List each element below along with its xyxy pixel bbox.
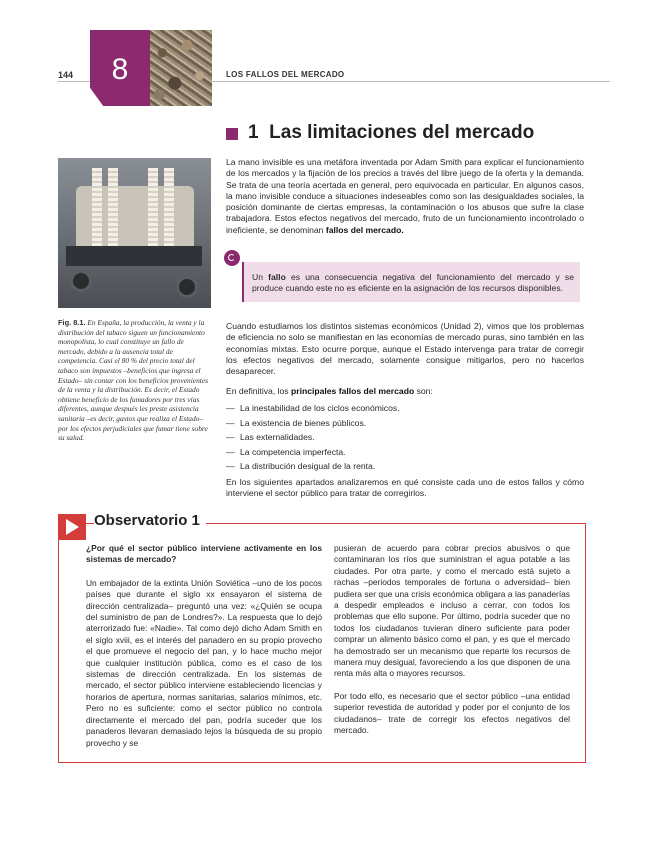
definition-swirl-icon bbox=[224, 250, 240, 266]
paragraph-main-failures bbox=[226, 386, 584, 397]
list-item bbox=[226, 461, 584, 476]
section-marker bbox=[226, 128, 238, 140]
list-item-text: La competencia imperfecta. bbox=[240, 446, 346, 457]
list-dash: — bbox=[226, 461, 235, 471]
list-item bbox=[226, 418, 584, 433]
intro-text: La mano invisible es una metáfora inventada por Adam Smith para explicar el funcionamiento de los mercados y la fijación de los precios a través del libre juego de la oferta y la demanda. Se trata de una teoría acertada en general, pero equivocada en particular. En algunos casos, la mano invisible conduce a situaciones indeseables como son las desigualdades sociales, la posición dominante de ciertas empresas, la contaminación o los abusos que sufre la clase trabajadora. Estos efectos negativos del mercado, fruto de un funcionamiento incontrolado o ineficiente, se denominan bbox=[226, 157, 584, 235]
list-item-text: La inestabilidad de los ciclos económicos. bbox=[240, 403, 400, 413]
cigarette-stack bbox=[92, 168, 102, 246]
list-item-text: La existencia de bienes públicos. bbox=[240, 417, 367, 428]
machine-tray bbox=[66, 246, 202, 266]
definition-pre: Un bbox=[252, 272, 269, 282]
chapter-photo bbox=[150, 30, 212, 106]
paragraph-systems: Cuando estudiamos los distintos sistemas económicos (Unidad 2), vimos que los problemas de eficiencia no solo se manifiestan en las economías de mercado puras, sino también en las economías mixtas. Esto ocurre porque, aunque el Estado intervenga para tratar de corregir los efectos negativos del mercado, solamente consigue mitigarlos, pero no hacerlos desaparecer. bbox=[226, 321, 584, 377]
list-dash: — bbox=[226, 446, 235, 457]
list-dash: — bbox=[226, 403, 235, 413]
chapter-number: 8 bbox=[111, 53, 129, 86]
definition-term: fallo bbox=[268, 272, 286, 282]
para3-bold: principales fallos del mercado bbox=[290, 386, 415, 396]
intro-bold: fallos del mercado. bbox=[325, 224, 404, 235]
section-title bbox=[248, 122, 534, 144]
list-dash: — bbox=[226, 432, 235, 442]
observatorio-title: Observatorio 1 bbox=[94, 512, 206, 529]
section-number: 1 bbox=[248, 122, 259, 143]
paragraph-next-sections: En los siguientes apartados analizaremos en qué consiste cada uno de estos fallos y cómo interviene el sector público para tratar de corregirlos. bbox=[226, 477, 584, 499]
cigarette-stack bbox=[164, 168, 174, 246]
page-number: 144 bbox=[58, 70, 74, 80]
figure-caption bbox=[58, 318, 211, 443]
play-icon bbox=[66, 519, 79, 535]
list-dash: — bbox=[226, 417, 235, 428]
cigarette-stack bbox=[108, 168, 118, 246]
chapter-title: LOS FALLOS DEL MERCADO bbox=[226, 70, 345, 79]
figure-label: Fig. 8.1. bbox=[58, 318, 86, 327]
observatorio-left-text: Un embajador de la extinta Unión Soviética –uno de los pocos países que durante el siglo xx ensayaron el sistema de dirección centralizada– preguntó una vez: «¿Quién se ocupa del suministro de pan de Londres?». La respuesta que lo dejó aterrorizado fue: «Nadie». Tal como dejó dicho Adam Smith en el siglo xviii, es el interés del panadero en su propio provecho el que promueve el negocio del pan, y lo hace mucho mejor que cualquier institución pública, como es el caso de los sistemas de dirección centralizada. En los sistemas de mercado, el sector público interviene estableciendo licencias y horarios de apertura, normas sanitarias, salarios mínimos, etc. Pero no es suficiente: como el sector público no controla directamente el mercado del pan, podría suceder que los panaderos llevaran demasiado lejos la búsqueda de su propio provecho y se bbox=[86, 577, 322, 748]
observatorio-right-text-2: Por todo ello, es necesario que el sector público –una entidad superior revestida de autoridad y poder por el conjunto de los ciudadanos– trate de corregir los efectos negativos del mercado. bbox=[334, 690, 570, 736]
tobacco-machine-photo bbox=[58, 158, 211, 308]
list-item bbox=[226, 447, 584, 462]
list-item-text: La distribución desigual de la renta. bbox=[240, 461, 376, 471]
list-item-text: Las externalidades. bbox=[240, 432, 315, 442]
list-item bbox=[226, 432, 584, 447]
definition-text bbox=[252, 272, 574, 295]
definition-post: es una consecuencia negativa del funcionamiento del mercado y se produce cuando este no es eficiente en la asignación de los recursos disponibles. bbox=[252, 272, 574, 294]
intro-paragraph bbox=[226, 157, 584, 236]
cigarette-stack bbox=[148, 168, 158, 246]
machine-wheel bbox=[70, 270, 92, 292]
failures-list bbox=[226, 403, 584, 476]
para3-post: son: bbox=[414, 386, 433, 396]
para3-pre: En definitiva, los bbox=[226, 386, 291, 396]
section-title-text: Las limitaciones del mercado bbox=[269, 122, 535, 143]
observatorio-left-column bbox=[86, 543, 322, 749]
observatorio-right-column bbox=[334, 543, 570, 737]
observatorio-right-text-1: pusieran de acuerdo para cobrar precios abusivos o que contaminaran los ríos que suministran el agua potable a las ciudades. Por otra parte, y como el mercado está sujeto a rachas –periodos temporales de fortuna o adversidad– bien pudiera ser que una crisis económica obligara a las panaderías a despedir empleados e incluso a cerrar, con todos los problemas que ello supone. Por último, podría suceder que no todos los ciudadanos tuvieran dinero suficiente para poder comprar un alimento básico como el pan, y es que el mercado ha demostrado ser un mecanismo que reparte los recursos de manera muy desigual, favoreciendo a los que disponen de una renta más alta o mayores recursos. bbox=[334, 543, 570, 679]
observatorio-question: ¿Por qué el sector público interviene activamente en los sistemas de mercado? bbox=[86, 543, 322, 565]
list-item bbox=[226, 403, 584, 418]
machine-wheel bbox=[176, 276, 198, 298]
figure-caption-text: En España, la producción, la venta y la distribución del tabaco siguen un funcionamiento monopolista, lo cual constituye un fallo de mercado, debido a la ausencia total de competencia. Casi el 80 % del precio total del tabaco son impuestos –beneficios que ingresa el Estado– sin contar con los beneficios provenientes de la venta y la distribución. Es decir, el Estado obtiene beneficio de los fumadores por tres vías diferentes, aunque después les preste asistencia sanitaria –es decir, gastos que realiza el Estado– por los efectos perjudiciales que fumar tiene sobre su salud. bbox=[58, 318, 208, 443]
